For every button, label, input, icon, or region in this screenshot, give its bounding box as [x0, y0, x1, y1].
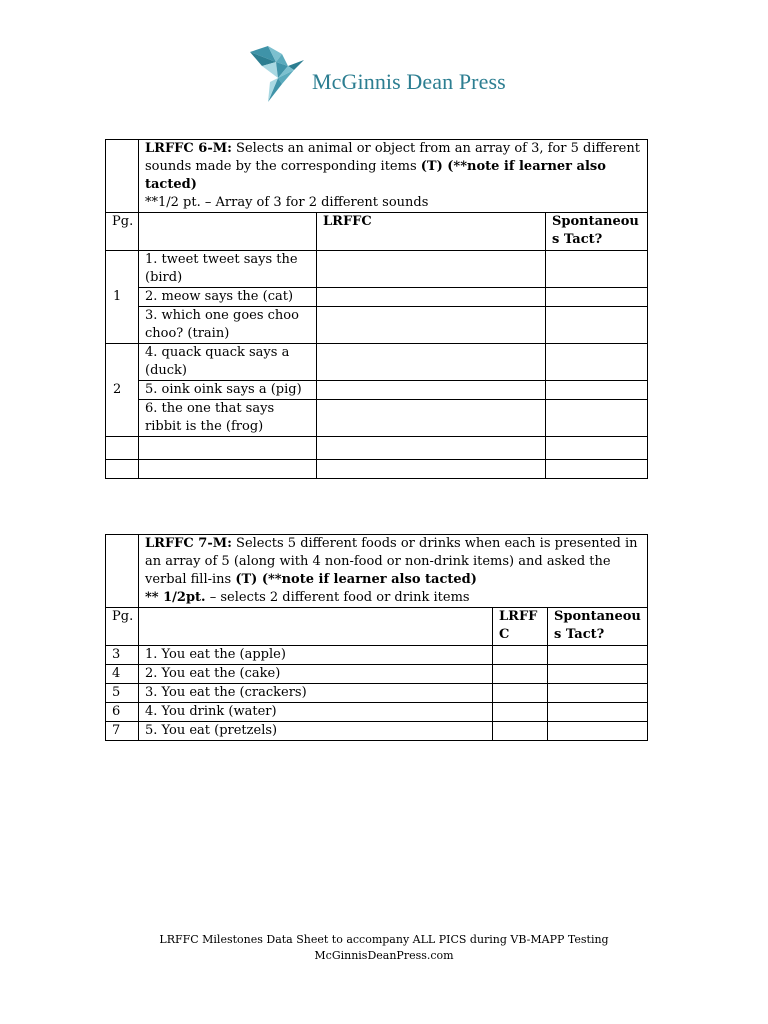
item-prompt: 6. the one that says ribbit is the (frog): [139, 400, 317, 437]
lrffc-cell[interactable]: [493, 684, 548, 703]
publisher-logo: [248, 44, 538, 104]
footer: [0, 932, 768, 964]
table-title: LRFFC 7-M: Selects 5 different foods or drinks when each is presented in an array of 5 (along with 4 non-food or non-drink items) and asked the verbal fill-ins (T) (**note if learner also tacted) ** 1/2pt. – selects 2 different food or drink items: [139, 535, 648, 608]
col-header-pg: Pg.: [106, 213, 139, 251]
page-number: 5: [106, 684, 139, 703]
item-prompt: 3. which one goes choo choo? (train): [139, 307, 317, 344]
tact-cell[interactable]: [546, 288, 648, 307]
empty-cell[interactable]: [139, 460, 317, 479]
bird-logo-icon: [248, 44, 308, 104]
empty-cell[interactable]: [546, 460, 648, 479]
col-header-lrffc: LRFFC: [493, 608, 548, 646]
col-header-tact: Spontaneous Tact?: [546, 213, 648, 251]
item-prompt: 5. oink oink says a (pig): [139, 381, 317, 400]
empty-cell[interactable]: [106, 460, 139, 479]
col-header-blank: [139, 213, 317, 251]
footer-caption: LRFFC Milestones Data Sheet to accompany ALL PICS during VB-MAPP Testing: [159, 933, 609, 946]
lrffc-cell[interactable]: [317, 344, 546, 381]
footer-website: McGinnisDeanPress.com: [314, 949, 454, 962]
empty-cell[interactable]: [546, 437, 648, 460]
col-header-tact: Spontaneous Tact?: [548, 608, 648, 646]
lrffc-cell[interactable]: [317, 251, 546, 288]
page-number: 7: [106, 722, 139, 741]
lrffc-cell[interactable]: [317, 288, 546, 307]
lrffc-cell[interactable]: [317, 307, 546, 344]
table-corner-cell: [106, 140, 139, 213]
tact-cell[interactable]: [548, 665, 648, 684]
lrffc-cell[interactable]: [317, 381, 546, 400]
item-prompt: 2. meow says the (cat): [139, 288, 317, 307]
item-prompt: 3. You eat the (crackers): [139, 684, 493, 703]
item-prompt: 4. You drink (water): [139, 703, 493, 722]
tact-cell[interactable]: [546, 400, 648, 437]
item-prompt: 1. tweet tweet says the (bird): [139, 251, 317, 288]
empty-cell[interactable]: [317, 460, 546, 479]
item-prompt: 5. You eat (pretzels): [139, 722, 493, 741]
col-header-lrffc: LRFFC: [317, 213, 546, 251]
lrffc-cell[interactable]: [493, 722, 548, 741]
item-prompt: 1. You eat the (apple): [139, 646, 493, 665]
lrffc-cell[interactable]: [493, 646, 548, 665]
lrffc-7m-table: [105, 534, 648, 741]
publisher-name: McGinnis Dean Press: [312, 69, 506, 94]
item-prompt: 4. quack quack says a (duck): [139, 344, 317, 381]
page-number: 3: [106, 646, 139, 665]
table-title: LRFFC 6-M: Selects an animal or object from an array of 3, for 5 different sounds made by the corresponding items (T) (**note if learner also tacted) **1/2 pt. – Array of 3 for 2 different sounds: [139, 140, 648, 213]
lrffc-cell[interactable]: [493, 703, 548, 722]
page-number: 6: [106, 703, 139, 722]
page-number: 4: [106, 665, 139, 684]
page-number: 2: [106, 344, 139, 437]
empty-cell[interactable]: [139, 437, 317, 460]
tact-cell[interactable]: [548, 722, 648, 741]
col-header-pg: Pg.: [106, 608, 139, 646]
page-number: 1: [106, 251, 139, 344]
tact-cell[interactable]: [546, 251, 648, 288]
tact-cell[interactable]: [546, 381, 648, 400]
col-header-blank: [139, 608, 493, 646]
empty-cell[interactable]: [106, 437, 139, 460]
item-prompt: 2. You eat the (cake): [139, 665, 493, 684]
tact-cell[interactable]: [546, 344, 648, 381]
lrffc-cell[interactable]: [317, 400, 546, 437]
tact-cell[interactable]: [548, 684, 648, 703]
tact-cell[interactable]: [546, 307, 648, 344]
empty-cell[interactable]: [317, 437, 546, 460]
tact-cell[interactable]: [548, 703, 648, 722]
lrffc-cell[interactable]: [493, 665, 548, 684]
lrffc-6m-table: [105, 139, 648, 479]
table-corner-cell: [106, 535, 139, 608]
tact-cell[interactable]: [548, 646, 648, 665]
